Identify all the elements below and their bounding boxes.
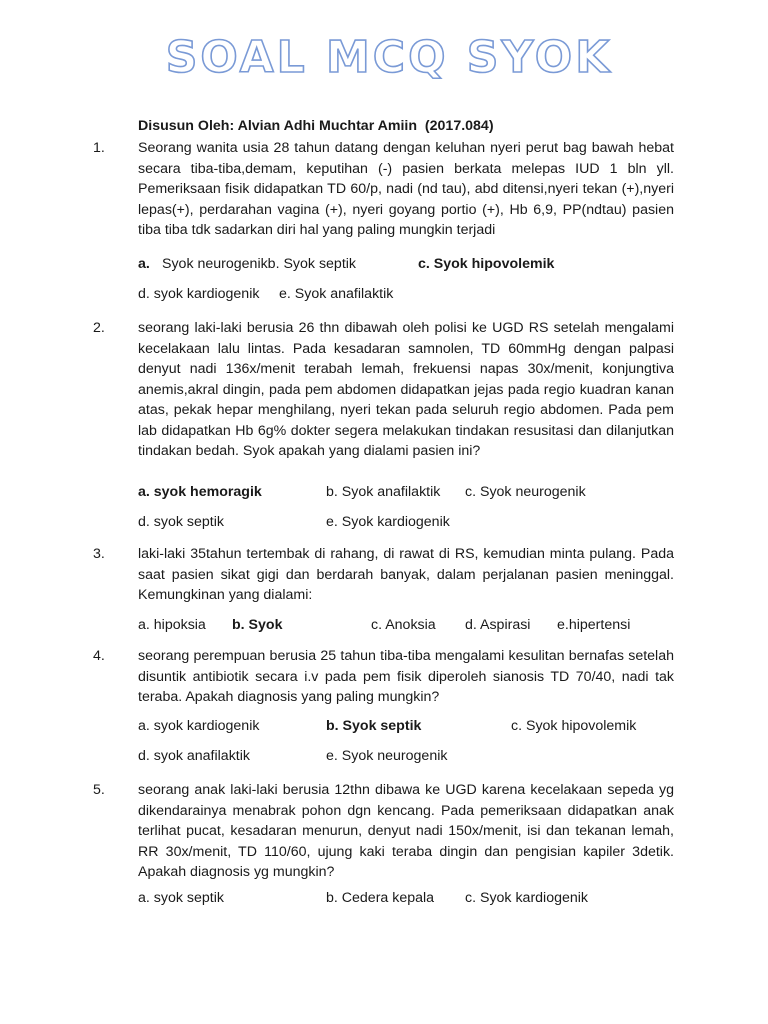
option-c: c. Anoksia: [371, 617, 436, 633]
author-line: Disusun Oleh: Alvian Adhi Muchtar Amiin (2017.084): [138, 118, 494, 134]
option-b: b. Syok septik: [326, 718, 422, 734]
option-a-letter: a.: [138, 256, 150, 272]
option-c: c. Syok hipovolemik: [418, 256, 555, 272]
option-c: c. Syok hipovolemik: [511, 718, 637, 734]
question-number: 3.: [93, 546, 105, 562]
option-a: a. syok hemoragik: [138, 484, 262, 500]
title-text: SOAL MCQ SYOK: [165, 32, 613, 83]
option-a: a. syok septik: [138, 890, 224, 906]
option-e: e.hipertensi: [557, 617, 631, 633]
option-c: c. Syok kardiogenik: [465, 890, 589, 906]
question-text: laki-laki 35tahun tertembak di rahang, di rawat di RS, kemudian minta pulang. Pada saat pasien sikat gigi dan berdarah banyak, dalam perjalanan pasien meninggal. Kemungkinan yang dialami:: [138, 546, 674, 603]
option-a: Syok neurogenikb. Syok septik: [162, 256, 357, 272]
option-a: a. hipoksia: [138, 617, 206, 633]
option-d: d. syok anafilaktik: [138, 748, 250, 764]
question-text: seorang perempuan berusia 25 tahun tiba-tiba mengalami kesulitan bernafas setelah disuntik antibiotik secara i.v pada pem fisik diperoleh sianosis TD 70/40, nadi tak teraba. Apakah diagnosis yang paling mungkin?: [138, 648, 674, 705]
option-a: a. syok kardiogenik: [138, 718, 260, 734]
option-e: e. Syok neurogenik: [326, 748, 448, 764]
option-b: b. Syok anafilaktik: [326, 484, 441, 500]
question-number: 5.: [93, 782, 105, 798]
option-e: e. Syok kardiogenik: [326, 514, 450, 530]
question-text: seorang anak laki-laki berusia 12thn dibawa ke UGD karena kecelakaan sepeda yg dikendarainya menabrak pohon dgn kencang. Pada pemeriksaan didapatkan anak terlihat pucat, kesadaran menurun, denyut nadi 150x/menit, isi dan tekanan lemah, RR 30x/menit, TD 110/60, ujung kaki teraba dingin dan pengisian kapiler 3detik. Apakah diagnosis yg mungkin?: [138, 782, 674, 880]
option-b: b. Syok: [232, 617, 283, 633]
option-d: d. syok kardiogenik: [138, 286, 260, 302]
page-title: [0, 26, 768, 86]
question-text: Seorang wanita usia 28 tahun datang dengan keluhan nyeri perut bag bawah hebat secara tiba-tiba,demam, keputihan (-) pasien berkata melepas IUD 1 bln yll. Pemeriksaan fisik didapatkan TD 60/p, nadi (nd tau), abd ditensi,nyeri tekan (+),nyeri lepas(+), perdarahan vagina (+), nyeri goyang portio (+), Hb 6,9, PP(ndtau) pasien tiba tiba tdk sadarkan diri hal yang paling mungkin terjadi: [138, 140, 674, 238]
question-number: 4.: [93, 648, 105, 664]
option-e: e. Syok anafilaktik: [279, 286, 394, 302]
question-number: 1.: [93, 140, 105, 156]
question-number: 2.: [93, 320, 105, 336]
option-d: d. syok septik: [138, 514, 224, 530]
option-c: c. Syok neurogenik: [465, 484, 586, 500]
option-b: b. Cedera kepala: [326, 890, 435, 906]
option-d: d. Aspirasi: [465, 617, 531, 633]
question-text: seorang laki-laki berusia 26 thn dibawah oleh polisi ke UGD RS setelah mengalami kecelakaan lalu lintas. Pada kesadaran samnolen, TD 60mmHg dengan palpasi denyut nadi 136x/menit terabah lemah, frekuensi napas 30x/menit, konjungtiva anemis,akral dingin, pada pem abdomen didapatkan jejas pada regio kuadran kanan atas, pekak hepar menghilang, nyeri tekan pada seluruh regio abdomen. Pada pem lab didapatkan Hb 6g% dokter segera melakukan tindakan resusitasi dan dilanjutkan tindakan bedah. Syok apakah yang dialami pasien ini?: [138, 320, 674, 459]
